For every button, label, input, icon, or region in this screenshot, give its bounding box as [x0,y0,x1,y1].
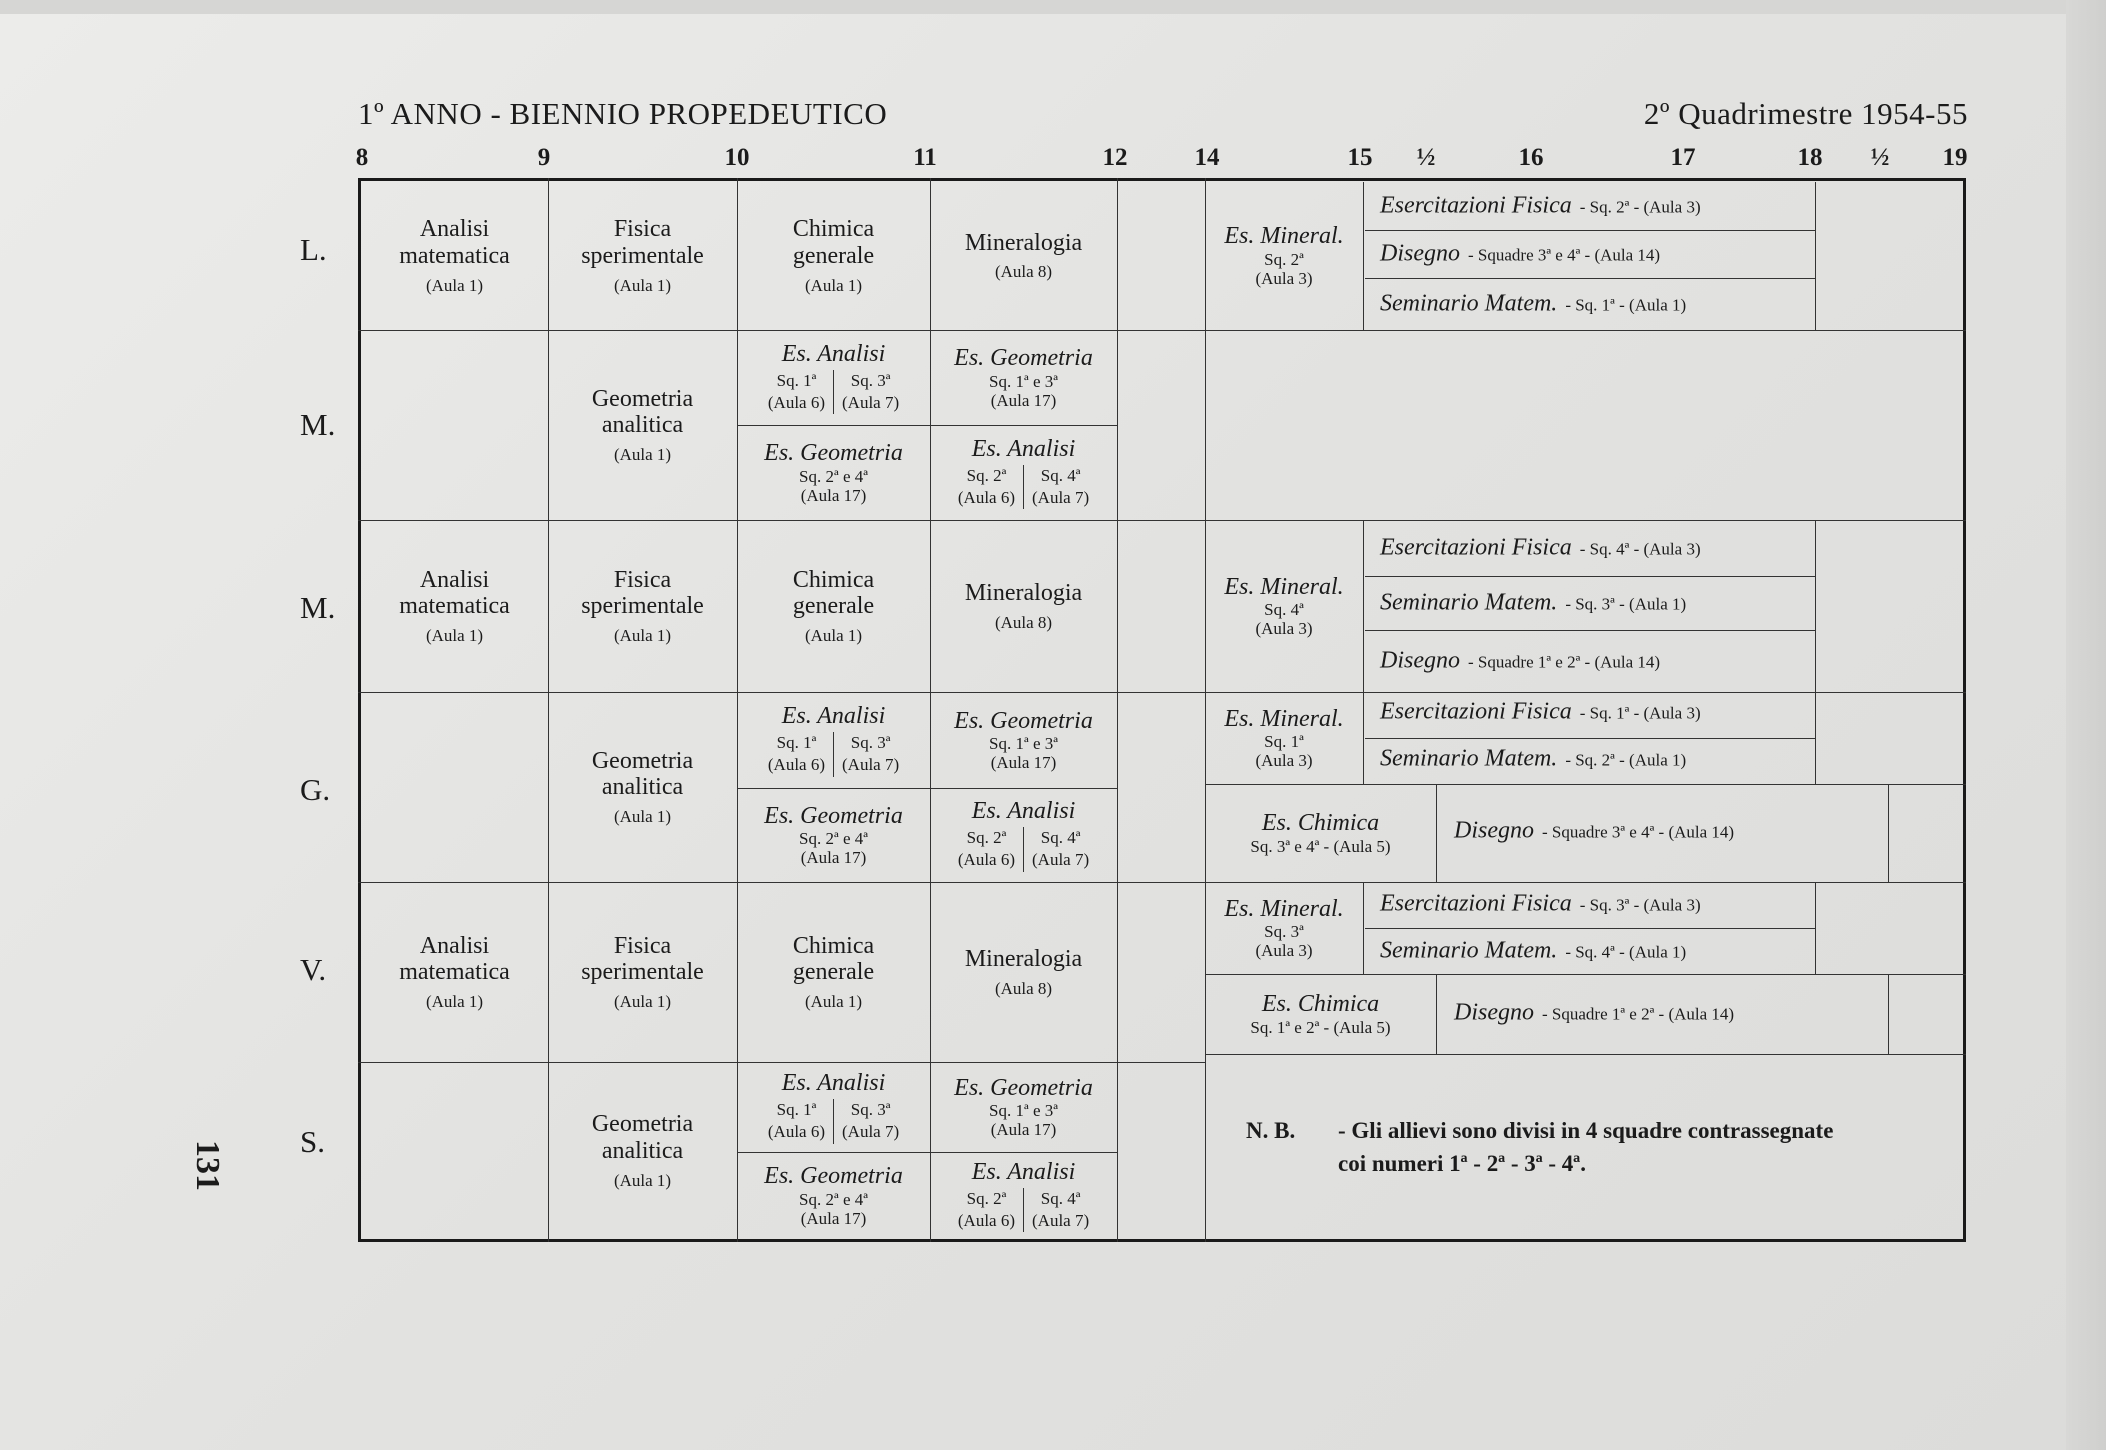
squad: Sq. 4ª [1040,1188,1081,1208]
squad-group [1023,465,1097,509]
exercise-geometria [737,788,930,882]
slot-detail: - Squadre 1ª e 2ª - (Aula 14) [1542,1004,1735,1024]
subject-name: sperimentale [581,242,704,269]
lecture-mineralogia [930,181,1117,330]
exercise-title: Es. Geometria [954,707,1093,734]
page-top-edge [0,0,2106,14]
subject-name: generale [792,959,875,986]
lecture-chimica [737,181,930,330]
slot-detail: - Sq. 2ª - (Aula 3) [1579,197,1701,217]
afternoon-slot [1454,1000,1874,1027]
afternoon-slot [1380,648,1816,675]
grid-line [1365,738,1815,739]
squad-split [760,370,907,414]
squad-split [760,1099,907,1143]
room: (Aula 1) [425,275,484,295]
afternoon-slot [1380,291,1816,318]
exercise-analisi [737,692,930,788]
squad: Sq. 2ª [1264,249,1304,269]
subject-name: Esercitazioni Fisica [1380,698,1572,725]
subject-name: Analisi [419,216,490,243]
lecture-mineralogia [930,520,1117,692]
squad: Sq. 3ª [850,370,891,390]
subject-name: analitica [601,412,684,439]
schedule-period: 2º Quadrimestre 1954-55 [1643,96,1968,131]
exercise-title: Es. Mineral. [1224,895,1344,922]
room: (Aula 1) [613,626,672,646]
hour-label: 17 [1670,144,1696,171]
room: (Aula 17) [800,1208,867,1228]
subject-name: Disegno [1380,647,1460,674]
exercise-mineral [1205,520,1363,692]
exercise-geometria [737,1152,930,1239]
lecture-geometria [548,692,737,882]
room: (Aula 8) [994,262,1053,282]
subject-name: Disegno [1454,999,1534,1026]
exercise-analisi [930,1152,1117,1239]
subject-name: Chimica [792,216,875,243]
subject-name: Mineralogia [964,580,1083,607]
hour-label: 14 [1194,144,1220,171]
subject-name: sperimentale [581,959,704,986]
room: (Aula 17) [990,1120,1057,1140]
day-label: G. [300,772,331,807]
lecture-fisica [548,181,737,330]
subject-name: analitica [601,1137,684,1164]
squad: Sq. 1ª [776,733,817,753]
room: (Aula 6) [957,1210,1015,1230]
afternoon-slot [1380,699,1816,726]
room: (Aula 3) [1255,751,1313,771]
hour-label: 12 [1102,144,1128,171]
exercise-mineral [1205,181,1363,330]
exercise-title: Es. Chimica [1261,810,1380,837]
subject-name: Analisi [419,566,490,593]
squad-group [950,465,1023,509]
squad: Sq. 1ª e 3ª [989,371,1058,391]
room: (Aula 3) [1255,941,1313,961]
slot-detail: - Squadre 3ª e 4ª - (Aula 14) [1468,245,1661,265]
afternoon-slot [1380,891,1816,918]
room: (Aula 8) [994,612,1053,632]
subject-name: Mineralogia [964,229,1083,256]
afternoon-slot [1380,746,1816,773]
footnote-line [1246,1147,1833,1180]
exercise-title: Es. Mineral. [1224,705,1344,732]
room: (Aula 1) [804,626,863,646]
squad: Sq. 2ª [966,1188,1007,1208]
squad: Sq. 3ª [850,1100,891,1120]
room: (Aula 1) [613,445,672,465]
exercise-title: Es. Geometria [764,1163,903,1190]
subject-name: Fisica [613,216,672,243]
grid-line [1363,692,1364,784]
footnote [1246,1114,1833,1181]
slot-detail: - Sq. 3ª - (Aula 1) [1565,594,1687,614]
exercise-title: Es. Mineral. [1224,223,1344,250]
grid-line [1365,630,1815,631]
grid-line [1888,784,1889,882]
afternoon-slot [1454,818,1874,845]
squad-group [760,732,833,776]
room: (Aula 7) [842,392,900,412]
subject-name: Geometria [591,385,694,412]
exercise-mineral [1205,692,1363,784]
squad-group [1023,827,1097,871]
footnote-text: coi numeri 1ª - 2ª - 3ª - 4ª. [1338,1151,1586,1177]
grid-line [1205,1054,1966,1055]
room: (Aula 6) [957,850,1015,870]
squad: Sq. 1ª e 3ª [989,1101,1058,1121]
room: (Aula 1) [613,1170,672,1190]
room: (Aula 7) [842,755,900,775]
squad-group [760,1099,833,1143]
hour-label: 8 [355,144,369,171]
squad-split [760,732,907,776]
grid-line [1436,974,1437,1054]
day-label: M. [300,590,336,625]
slot-detail: - Squadre 3ª e 4ª - (Aula 14) [1542,822,1735,842]
grid-line [1363,520,1364,692]
subject-name: sperimentale [581,593,704,620]
footnote-line [1246,1114,1833,1147]
footnote-label: N. B. [1246,1118,1296,1143]
grid-line [1117,178,1118,1242]
exercise-analisi [930,425,1117,520]
subject-name: Chimica [792,932,875,959]
slot-detail: - Sq. 2ª - (Aula 1) [1565,750,1687,770]
squad-group [760,370,833,414]
exercise-title: Es. Analisi [971,1158,1076,1185]
day-label: V. [300,952,327,987]
lecture-fisica [548,882,737,1062]
room: (Aula 8) [994,978,1053,998]
grid-line [1888,974,1889,1054]
room: (Aula 6) [767,755,825,775]
exercise-analisi [737,330,930,425]
subject-name: generale [792,242,875,269]
exercise-title: Es. Analisi [781,340,886,367]
squad: Sq. 2ª e 4ª [799,466,868,486]
hour-label: 9 [537,144,551,171]
grid-line [1363,182,1364,330]
subject-name: Disegno [1380,240,1460,267]
room: (Aula 7) [842,1122,900,1142]
lecture-analisi [361,181,548,330]
squad-split [950,465,1097,509]
subject-name: Esercitazioni Fisica [1380,890,1572,917]
hour-label: 18 [1797,144,1823,171]
squad: Sq. 3ª e 4ª - (Aula 5) [1250,836,1391,856]
slot-detail: - Squadre 1ª e 2ª - (Aula 14) [1468,652,1661,672]
afternoon-slot [1380,590,1816,617]
squad-group [950,827,1023,871]
grid-line [1436,784,1437,882]
exercise-chimica [1205,974,1436,1054]
exercise-title: Es. Geometria [764,440,903,467]
lecture-chimica [737,882,930,1062]
room: (Aula 1) [804,992,863,1012]
grid-line [1365,278,1815,279]
slot-detail: - Sq. 4ª - (Aula 1) [1565,942,1687,962]
room: (Aula 7) [1032,850,1090,870]
subject-name: Mineralogia [964,946,1083,973]
afternoon-slot [1380,241,1816,268]
hour-label: ½ [1416,144,1436,171]
hour-label: 16 [1518,144,1544,171]
squad-group [950,1188,1023,1232]
exercise-title: Es. Analisi [781,1070,886,1097]
hour-label: 15 [1347,144,1373,171]
squad: Sq. 4ª [1264,600,1304,620]
squad: Sq. 1ª [1264,732,1304,752]
exercise-geometria [930,692,1117,788]
hour-label: 10 [724,144,750,171]
room: (Aula 7) [1032,487,1090,507]
room: (Aula 6) [767,392,825,412]
exercise-title: Es. Mineral. [1224,573,1344,600]
squad-split [950,1188,1097,1232]
room: (Aula 7) [1032,1210,1090,1230]
hour-label: 19 [1942,144,1968,171]
room: (Aula 6) [767,1122,825,1142]
squad-group [1023,1188,1097,1232]
squad-group [833,1099,907,1143]
squad-group [833,370,907,414]
squad: Sq. 2ª [966,465,1007,485]
day-label: S. [300,1124,325,1159]
squad: Sq. 2ª [966,828,1007,848]
schedule-title: 1º ANNO - BIENNIO PROPEDEUTICO [358,96,888,131]
lecture-geometria [548,1062,737,1239]
exercise-mineral [1205,882,1363,974]
squad: Sq. 1ª e 2ª - (Aula 5) [1250,1017,1391,1037]
footnote-text: - Gli allievi sono divisi in 4 squadre contrassegnate [1338,1118,1834,1143]
squad: Sq. 4ª [1040,828,1081,848]
squad: Sq. 3ª [1264,922,1304,942]
lecture-analisi [361,882,548,1062]
slot-detail: - Sq. 4ª - (Aula 3) [1579,539,1701,559]
subject-name: Chimica [792,566,875,593]
exercise-title: Es. Geometria [954,345,1093,372]
subject-name: Seminario Matem. [1380,937,1558,964]
squad-split [950,827,1097,871]
empty-slot [361,330,548,520]
squad: Sq. 2ª e 4ª [799,1189,868,1209]
squad: Sq. 4ª [1040,465,1081,485]
room: (Aula 1) [613,807,672,827]
squad: Sq. 2ª e 4ª [799,829,868,849]
subject-name: matematica [399,959,510,986]
room: (Aula 1) [425,626,484,646]
room: (Aula 17) [990,390,1057,410]
lecture-analisi [361,520,548,692]
slot-detail: - Sq. 1ª - (Aula 1) [1565,295,1687,315]
day-label: L. [300,232,327,267]
afternoon-slot [1380,535,1816,562]
exercise-title: Es. Geometria [764,802,903,829]
room: (Aula 1) [425,992,484,1012]
room: (Aula 17) [800,848,867,868]
lecture-geometria [548,330,737,520]
exercise-title: Es. Chimica [1261,991,1380,1018]
day-label: M. [300,407,336,442]
squad: Sq. 1ª e 3ª [989,734,1058,754]
lecture-mineralogia [930,882,1117,1062]
room: (Aula 17) [990,753,1057,773]
room: (Aula 1) [613,992,672,1012]
exercise-chimica [1205,784,1436,882]
squad: Sq. 1ª [776,370,817,390]
subject-name: Geometria [591,747,694,774]
page-right-edge [2066,0,2106,1450]
squad-group [833,732,907,776]
exercise-analisi [737,1062,930,1152]
exercise-title: Es. Analisi [971,798,1076,825]
page-number: 131 [189,1140,226,1191]
room: (Aula 17) [800,485,867,505]
afternoon-slot [1380,193,1816,220]
subject-name: Esercitazioni Fisica [1380,192,1572,219]
grid-line [1365,230,1815,231]
slot-detail: - Sq. 1ª - (Aula 3) [1579,703,1701,723]
room: (Aula 6) [957,487,1015,507]
subject-name: matematica [399,242,510,269]
exercise-title: Es. Geometria [954,1074,1093,1101]
squad: Sq. 3ª [850,733,891,753]
subject-name: Seminario Matem. [1380,290,1558,317]
lecture-chimica [737,520,930,692]
room: (Aula 1) [613,275,672,295]
subject-name: Analisi [419,932,490,959]
grid-line [1365,928,1815,929]
exercise-title: Es. Analisi [971,435,1076,462]
subject-name: Disegno [1454,817,1534,844]
grid-line [1363,882,1364,974]
slot-detail: - Sq. 3ª - (Aula 3) [1579,895,1701,915]
hour-label: 11 [913,144,937,171]
afternoon-slot [1380,938,1816,965]
grid-line [1365,576,1815,577]
subject-name: Fisica [613,932,672,959]
subject-name: generale [792,593,875,620]
exercise-geometria [737,425,930,520]
subject-name: Seminario Matem. [1380,589,1558,616]
grid-line [1205,330,1966,331]
hour-label: ½ [1870,144,1890,171]
exercise-geometria [930,1062,1117,1152]
exercise-title: Es. Analisi [781,703,886,730]
lecture-fisica [548,520,737,692]
room: (Aula 3) [1255,619,1313,639]
exercise-analisi [930,788,1117,882]
subject-name: matematica [399,593,510,620]
subject-name: Esercitazioni Fisica [1380,534,1572,561]
subject-name: analitica [601,774,684,801]
room: (Aula 3) [1255,268,1313,288]
exercise-geometria [930,330,1117,425]
subject-name: Geometria [591,1111,694,1138]
subject-name: Seminario Matem. [1380,745,1558,772]
subject-name: Fisica [613,566,672,593]
room: (Aula 1) [804,275,863,295]
squad: Sq. 1ª [776,1100,817,1120]
